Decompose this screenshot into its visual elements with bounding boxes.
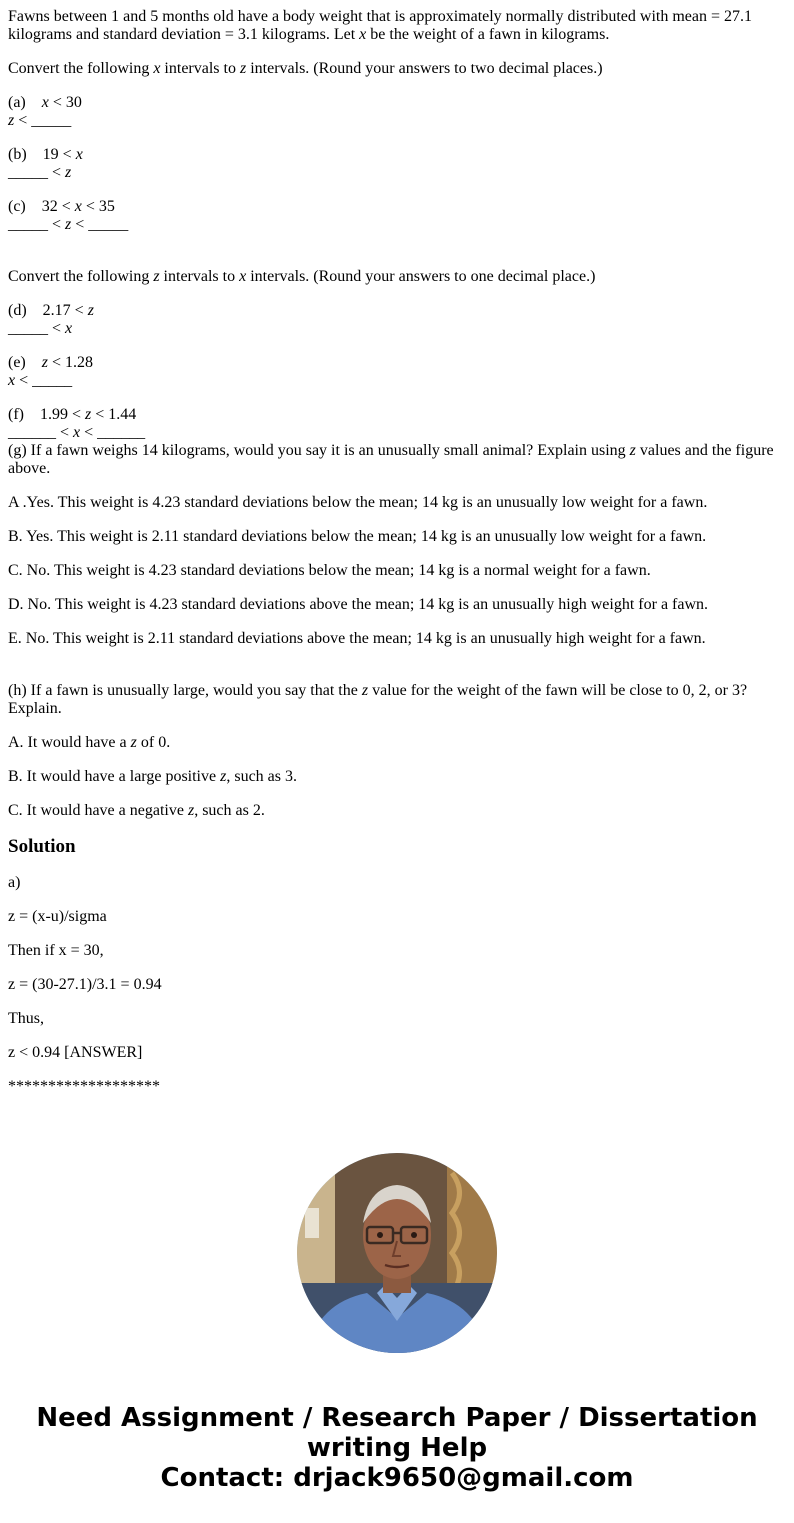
- part-h-option-b: B. It would have a large positive z, such as 3.: [8, 768, 297, 785]
- solution-line: Then if x = 30,: [8, 942, 104, 959]
- part-h-option-c: C. It would have a negative z, such as 2.: [8, 802, 265, 819]
- solution-line: z < 0.94 [ANSWER]: [8, 1044, 143, 1061]
- part-h-question: (h) If a fawn is unusually large, would you say that the z value for the weight of the fawn will be close to 0, 2, or 3? Explain.: [8, 682, 748, 717]
- part-b: (b) 19 < x _____ < z: [8, 146, 83, 181]
- solution-line: a): [8, 874, 21, 891]
- advert-line: Need Assignment / Research Paper / Dissertation: [36, 1403, 758, 1433]
- author-portrait-image: [297, 1153, 497, 1353]
- part-e: (e) z < 1.28 x < _____: [8, 354, 94, 389]
- solution-line: z = (x-u)/sigma: [8, 908, 107, 925]
- contact-advert: [0, 1403, 794, 1493]
- part-f: (f) 1.99 < z < 1.44 ______ < x < ______: [8, 406, 146, 441]
- part-g-option-e: E. No. This weight is 2.11 standard deviations above the mean; 14 kg is an unusually high weight for a fawn.: [8, 630, 706, 647]
- part-h-option-a: A. It would have a z of 0.: [8, 734, 171, 751]
- part-g-option-b: B. Yes. This weight is 2.11 standard deviations below the mean; 14 kg is an unusually low weight for a fawn.: [8, 528, 707, 545]
- part-g-option-d: D. No. This weight is 4.23 standard deviations above the mean; 14 kg is an unusually high weight for a fawn.: [8, 596, 709, 613]
- part-g-option-c: C. No. This weight is 4.23 standard deviations below the mean; 14 kg is a normal weight for a fawn.: [8, 562, 651, 579]
- solution-line: Thus,: [8, 1010, 44, 1027]
- part-g-question: (g) If a fawn weighs 14 kilograms, would you say it is an unusually small animal? Explain using z values and the figure above.: [8, 442, 774, 477]
- author-avatar: [297, 1153, 497, 1353]
- part-c: (c) 32 < x < 35 _____ < z < _____: [8, 198, 129, 233]
- convert-x-to-z-instructions: Convert the following x intervals to z intervals. (Round your answers to two decimal places.): [8, 60, 603, 77]
- problem-intro: Fawns between 1 and 5 months old have a body weight that is approximately normally distributed with mean = 27.1 kilograms and standard deviation = 3.1 kilograms. Let x be the weight of a fawn in kilograms.: [8, 8, 752, 43]
- advert-line: writing Help: [306, 1433, 488, 1463]
- convert-z-to-x-instructions: Convert the following z intervals to x intervals. (Round your answers to one decimal place.): [8, 268, 596, 285]
- solution-heading: Solution: [8, 836, 76, 857]
- part-a: (a) x < 30 z < _____: [8, 94, 82, 129]
- part-g-option-a: A .Yes. This weight is 4.23 standard deviations below the mean; 14 kg is an unusually low weight for a fawn.: [8, 494, 708, 511]
- solution-separator: *******************: [8, 1078, 160, 1095]
- part-d: (d) 2.17 < z _____ < x: [8, 302, 94, 337]
- solution-line: z = (30-27.1)/3.1 = 0.94: [8, 976, 162, 993]
- advert-contact-email: Contact: drjack9650@gmail.com: [160, 1463, 634, 1493]
